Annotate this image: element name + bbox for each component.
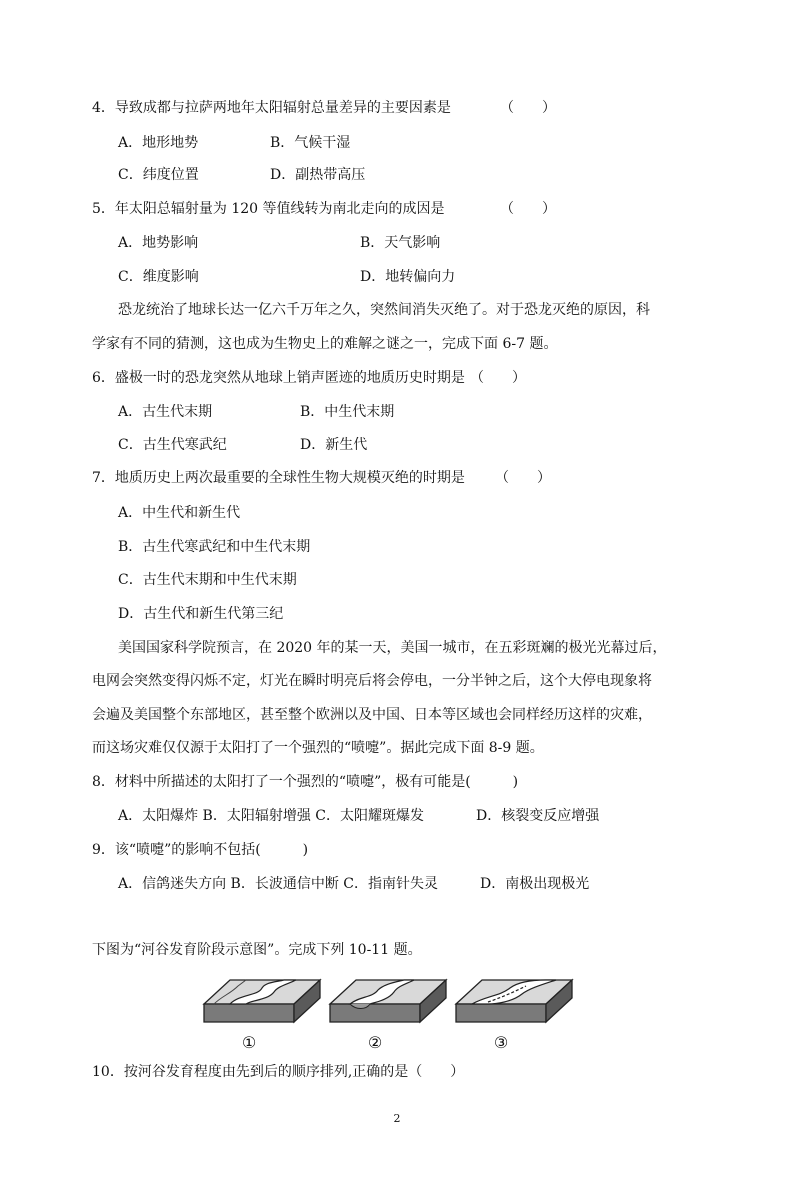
- valley-stage-2-label: ②: [367, 1033, 383, 1052]
- question-6-answer-bracket: （ ）: [470, 370, 526, 386]
- question-4-text: 4．导致成都与拉萨两地年太阳辐射总量差异的主要因素是: [92, 100, 451, 116]
- passage-8-9-line-1: 美国国家科学院预言，在 2020 年的某一天，美国一城市，在五彩斑斓的极光光幕过后，: [118, 640, 667, 656]
- river-valley-diagram-svg: [200, 974, 580, 1058]
- question-5-option-b: B．天气影响: [360, 235, 441, 251]
- passage-6-7-line-2: 学家有不同的猜测，这也成为生物史上的难解之谜之一，完成下面 6-7 题。: [92, 336, 558, 352]
- valley-stage-3-label: ③: [493, 1033, 509, 1052]
- valley-stage-1-label: ①: [241, 1033, 257, 1052]
- question-7-option-b: B．古生代寒武纪和中生代末期: [118, 539, 311, 555]
- question-9-option-d: D．南极出现极光: [480, 876, 590, 892]
- question-9-options-abc: A．信鸽迷失方向 B．长波通信中断 C．指南针失灵: [118, 876, 439, 892]
- question-7-option-d: D．古生代和新生代第三纪: [118, 606, 284, 622]
- valley-stage-2-block: [330, 980, 446, 1022]
- question-4-option-b: B．气候干湿: [270, 135, 351, 151]
- passage-6-7-line-1: 恐龙统治了地球长达一亿六千万年之久，突然间消失灭绝了。对于恐龙灭绝的原因，科: [118, 302, 650, 318]
- question-7-stem: 7．地质历史上两次最重要的全球性生物大规模灭绝的时期是: [92, 470, 465, 486]
- question-4-option-c: C．纬度位置: [118, 167, 199, 183]
- question-5-option-d: D．地转偏向力: [360, 269, 456, 285]
- question-9-stem: 9．该“喷嚏”的影响不包括( ): [92, 842, 309, 858]
- question-8-options-abc: A．太阳爆炸 B．太阳辐射增强 C．太阳耀斑爆发: [118, 808, 425, 824]
- question-5-answer-bracket: （ ）: [500, 201, 556, 217]
- question-10-stem: 10．按河谷发育程度由先到后的顺序排列,正确的是（ ）: [92, 1064, 465, 1080]
- river-valley-diagram: [200, 974, 580, 1058]
- passage-8-9-line-2: 电网会突然变得闪烁不定，灯光在瞬时明亮后将会停电，一分半钟之后，这个大停电现象将: [92, 673, 652, 689]
- passage-10-11: 下图为“河谷发育阶段示意图”。完成下列 10-11 题。: [92, 942, 422, 958]
- question-4-option-a: A．地形地势: [118, 135, 199, 151]
- question-4-option-d: D．副热带高压: [270, 167, 366, 183]
- passage-8-9-line-3: 会遍及美国整个东部地区，甚至整个欧洲以及中国、日本等区域也会同样经历这样的灾难，: [92, 707, 652, 723]
- question-6-option-c: C．古生代寒武纪: [118, 437, 227, 453]
- question-8-stem: 8．材料中所描述的太阳打了一个强烈的“喷嚏”，极有可能是( ): [92, 774, 519, 790]
- question-4-answer-bracket: （ ）: [500, 100, 556, 116]
- question-6-option-b: B．中生代末期: [300, 404, 395, 420]
- question-8-option-d: D．核裂变反应增强: [476, 808, 600, 824]
- question-7-answer-bracket: （ ）: [495, 470, 551, 486]
- valley-stage-3-block: [456, 980, 572, 1022]
- question-6-option-d: D．新生代: [300, 437, 368, 453]
- passage-8-9-line-4: 而这场灾难仅仅源于太阳打了一个强烈的“喷嚏”。据此完成下面 8-9 题。: [92, 740, 544, 756]
- page-number: 2: [393, 1112, 401, 1125]
- question-5-option-a: A．地势影响: [118, 235, 199, 251]
- question-7-option-c: C．古生代末期和中生代末期: [118, 572, 297, 588]
- valley-stage-1-block: [204, 980, 320, 1022]
- question-6-stem: 6．盛极一时的恐龙突然从地球上销声匿迹的地质历史时期是: [92, 370, 465, 386]
- question-6-option-a: A．古生代末期: [118, 404, 213, 420]
- question-5-option-c: C．维度影响: [118, 269, 199, 285]
- question-7-option-a: A．中生代和新生代: [118, 505, 241, 521]
- question-5-stem: 5．年太阳总辐射量为 120 等值线转为南北走向的成因是: [92, 201, 445, 217]
- question-4-stem: [92, 98, 451, 118]
